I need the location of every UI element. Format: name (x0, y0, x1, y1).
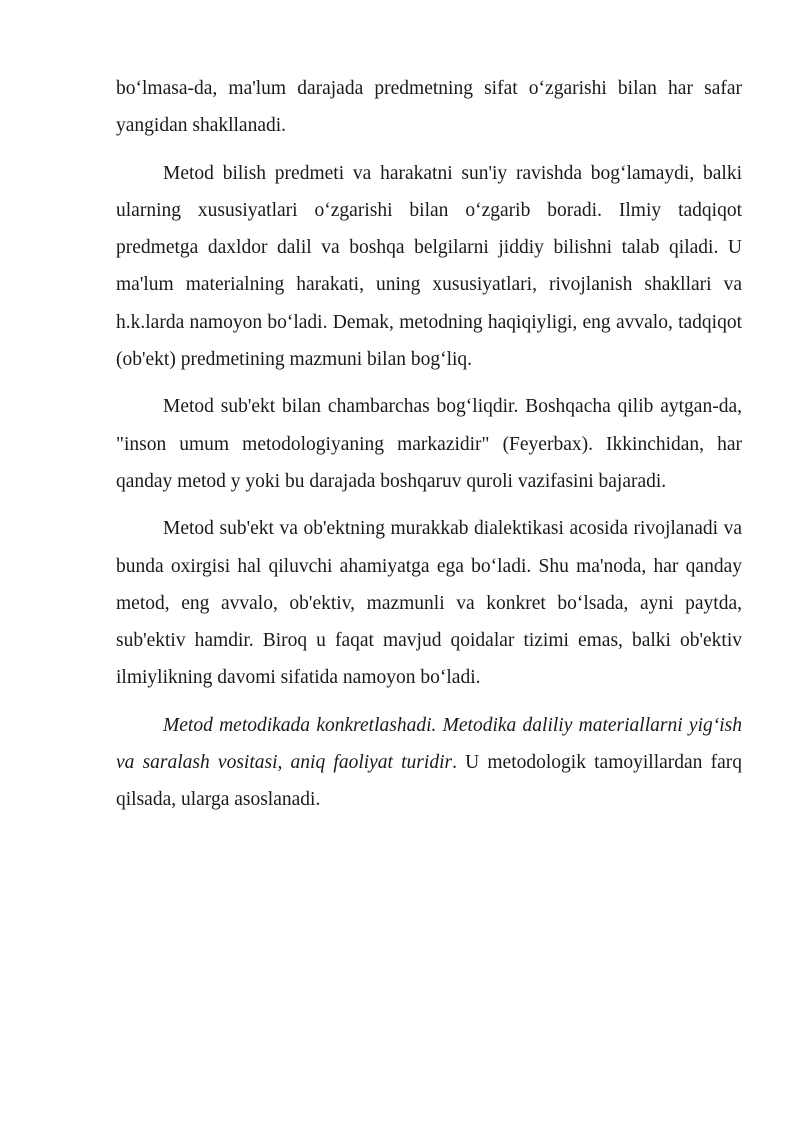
paragraph-tail: . U metodologik tamoyillardan farq qilsada, ularga asoslanadi. (116, 752, 742, 811)
paragraph-method-dialectics: Metod sub'ekt va ob'ektning murakkab dialektikasi acosida rivojlanadi va bunda oxirgisi hal qiluvchi ahamiyatga ega bo‘ladi. Shu ma'noda, har qanday metod, eng avvalo, ob'ektiv, mazmunli va konkret bo‘lsada, ayni paytda, sub'ektiv hamdir. Biroq u faqat mavjud qoidalar tizimi emas, balki ob'ektiv ilmiylikning davomi sifatida namoyon bo‘ladi. (116, 518, 742, 689)
paragraph-methodology (116, 707, 742, 819)
italic-emphasis: Metod metodikada konkretlashadi. Metodika daliliy materiallarni yig‘ish va saralash vositasi, aniq faoliyat turidir (116, 714, 742, 774)
paragraph-continuation: bo‘lmasa-da, ma'lum darajada predmetning sifat o‘zgarishi bilan har safar yangidan shakllanadi. (116, 78, 742, 137)
paragraph-method-knowledge: Metod bilish predmeti va harakatni sun'iy ravishda bog‘lamaydi, balki ularning xususiyatlari o‘zgarishi bilan o‘zgarib boradi. Ilmiy tadqiqot predmetga daxldor dalil va boshqa belgilarni jiddiy bilishni talab qiladi. U ma'lum materialning harakati, uning xususiyatlari, rivojlanish shakllari va h.k.larda namoyon bo‘ladi. Demak, metodning haqiqiyligi, eng avvalo, tadqiqot (ob'ekt) predmetining mazmuni bilan bog‘liq. (116, 162, 742, 371)
paragraph-method-subject: Metod sub'ekt bilan chambarchas bog‘liqdir. Boshqacha qilib aytgan-da, "inson umum metodologiyaning markazidir" (Feyerbax). Ikkinchidan, har qanday metod y yoki bu darajada boshqaruv quroli vazifasini bajaradi. (116, 396, 742, 492)
document-page (116, 70, 742, 819)
